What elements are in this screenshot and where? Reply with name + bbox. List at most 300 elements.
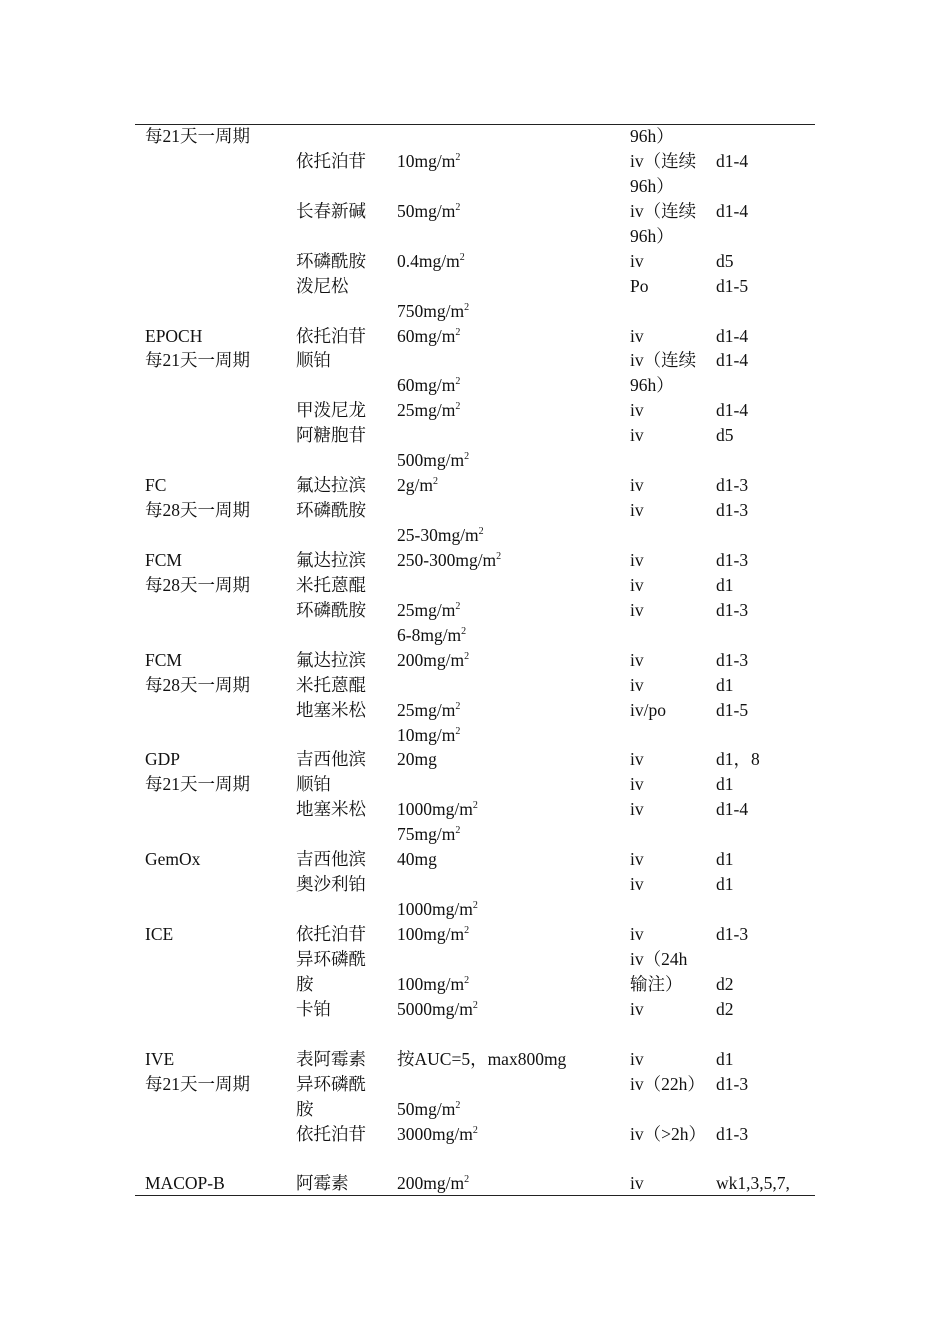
- dose-unit-exponent: 2: [455, 825, 461, 837]
- schedule-cell: [716, 1047, 734, 1072]
- table-row: [0, 947, 950, 972]
- schedule-cell: [716, 997, 734, 1022]
- route-cell: [630, 124, 674, 149]
- route-text: 96h）: [630, 375, 674, 396]
- drug-name-text: 胺: [296, 1098, 314, 1119]
- drug-name-cell: [296, 747, 366, 772]
- schedule-cell: [716, 573, 734, 598]
- dose-unit-exponent: 2: [455, 700, 461, 712]
- table-row: [0, 448, 950, 473]
- dose-text: 750mg/m: [397, 300, 465, 321]
- schedule-text: d2: [716, 998, 734, 1019]
- regimen-name-text: FC: [145, 475, 167, 496]
- route-text: iv: [630, 998, 644, 1019]
- route-cell: [630, 947, 687, 972]
- drug-name-cell: [296, 249, 366, 274]
- schedule-cell: [716, 797, 748, 822]
- schedule-text: d1-4: [716, 400, 749, 421]
- table-row: [0, 548, 950, 573]
- route-text: iv: [630, 574, 644, 595]
- regimen-name-cell: [145, 1171, 225, 1196]
- table-row: [0, 1047, 950, 1072]
- regimen-table: [0, 124, 950, 1196]
- route-cell: [630, 872, 644, 897]
- route-text: iv/po: [630, 699, 666, 720]
- route-text: iv: [630, 1048, 644, 1069]
- drug-name-cell: [296, 598, 366, 623]
- dose-text: 3000mg/m: [397, 1123, 473, 1144]
- schedule-cell: [716, 548, 748, 573]
- schedule-text: d1-3: [716, 1073, 749, 1094]
- route-cell: [630, 324, 644, 349]
- regimen-name-cell: [145, 473, 166, 498]
- dose-cell: [397, 897, 478, 922]
- schedule-text: d1-5: [716, 699, 749, 720]
- drug-name-text: 依托泊苷: [296, 924, 366, 944]
- table-row: [0, 373, 950, 398]
- dose-text: 按AUC=5，max800mg: [397, 1048, 567, 1069]
- route-text: 96h）: [630, 126, 674, 146]
- route-text: 输注）: [630, 973, 683, 994]
- dose-cell: [397, 548, 501, 573]
- dose-text: 250-300mg/m: [397, 549, 497, 570]
- schedule-text: d5: [716, 425, 734, 446]
- drug-name-text: 依托泊苷: [296, 150, 366, 171]
- drug-name-text: 依托泊苷: [296, 325, 366, 346]
- route-cell: [630, 498, 644, 523]
- route-text: iv: [630, 674, 644, 695]
- regimen-name-cell: [145, 847, 200, 872]
- table-row: [0, 523, 950, 548]
- dose-text: 20mg: [397, 749, 437, 770]
- dose-text: 100mg/m: [397, 973, 465, 994]
- dose-text: 500mg/m: [397, 450, 465, 471]
- route-cell: [630, 199, 696, 224]
- table-row: [0, 997, 950, 1022]
- drug-name-cell: [296, 1171, 349, 1196]
- route-cell: [630, 747, 644, 772]
- table-row: [0, 1122, 950, 1147]
- regimen-name-cell: [145, 648, 182, 673]
- dose-unit-exponent: 2: [464, 650, 470, 662]
- table-row: [0, 423, 950, 448]
- drug-name-text: 地塞米松: [296, 799, 366, 820]
- route-cell: [630, 423, 644, 448]
- schedule-cell: [716, 648, 748, 673]
- drug-name-cell: [296, 1122, 366, 1147]
- dose-cell: [397, 997, 478, 1022]
- drug-name-cell: [296, 872, 366, 897]
- route-text: iv（连续: [630, 200, 697, 221]
- table-row: [0, 872, 950, 897]
- dose-text: 40mg: [397, 849, 437, 870]
- dose-text: 200mg/m: [397, 649, 465, 670]
- schedule-text: d1: [716, 674, 734, 695]
- drug-name-text: 环磷酰胺: [296, 500, 366, 521]
- dose-unit-exponent: 2: [464, 451, 470, 463]
- route-text: iv（连续: [630, 150, 697, 171]
- schedule-cell: [716, 249, 734, 274]
- regimen-name-cell: [145, 498, 250, 523]
- route-cell: [630, 249, 644, 274]
- route-cell: [630, 673, 644, 698]
- dose-unit-exponent: 2: [455, 725, 461, 737]
- schedule-cell: [716, 922, 748, 947]
- route-text: iv: [630, 849, 644, 870]
- dose-unit-exponent: 2: [472, 800, 478, 812]
- schedule-text: d1，8: [716, 749, 760, 770]
- schedule-cell: [716, 274, 748, 299]
- schedule-text: d1: [716, 1048, 734, 1069]
- table-row: [0, 348, 950, 373]
- drug-name-text: 环磷酰胺: [296, 599, 366, 620]
- dose-text: 50mg/m: [397, 1098, 456, 1119]
- schedule-cell: [716, 149, 748, 174]
- regimen-name-text: 每21天一周期: [145, 126, 250, 146]
- schedule-cell: [716, 473, 748, 498]
- regimen-name-text: 每28天一周期: [145, 674, 250, 695]
- dose-cell: [397, 149, 460, 174]
- drug-name-text: 环磷酰胺: [296, 250, 366, 271]
- dose-cell: [397, 398, 460, 423]
- drug-name-text: 吉西他滨: [296, 849, 366, 870]
- dose-unit-exponent: 2: [455, 1099, 461, 1111]
- table-row: [0, 174, 950, 199]
- route-cell: [630, 922, 644, 947]
- route-cell: [630, 1122, 706, 1147]
- drug-name-text: 顺铂: [296, 774, 331, 795]
- dose-text: 25-30mg/m: [397, 525, 479, 545]
- route-cell: [630, 373, 674, 398]
- regimen-name-cell: [145, 324, 202, 349]
- dose-unit-exponent: 2: [455, 326, 461, 338]
- table-row: [0, 199, 950, 224]
- regimen-name-text: GDP: [145, 749, 181, 770]
- drug-name-text: 氟达拉滨: [296, 549, 366, 570]
- regimen-name-cell: [145, 1072, 250, 1097]
- route-text: iv: [630, 749, 644, 770]
- schedule-cell: [716, 847, 734, 872]
- schedule-cell: [716, 1171, 790, 1196]
- schedule-cell: [716, 423, 734, 448]
- table-row: [0, 324, 950, 349]
- drug-name-cell: [296, 324, 366, 349]
- drug-name-cell: [296, 548, 366, 573]
- table-row: [0, 1072, 950, 1097]
- dose-unit-exponent: 2: [472, 999, 478, 1011]
- drug-name-text: 氟达拉滨: [296, 649, 366, 670]
- route-text: iv: [630, 325, 644, 346]
- drug-name-cell: [296, 1047, 366, 1072]
- dose-text: 1000mg/m: [397, 799, 473, 820]
- regimen-name-cell: [145, 772, 250, 797]
- drug-name-cell: [296, 847, 366, 872]
- schedule-text: d1-4: [716, 350, 749, 371]
- table-row: [0, 1097, 950, 1122]
- dose-cell: [397, 1171, 469, 1196]
- schedule-text: wk1,3,5,7,: [716, 1173, 790, 1194]
- route-text: iv: [630, 475, 644, 496]
- dose-cell: [397, 922, 469, 947]
- dose-cell: [397, 623, 466, 648]
- table-row: [0, 274, 950, 299]
- drug-name-text: 米托蒽醌: [296, 674, 366, 695]
- drug-name-text: 阿霉素: [296, 1173, 349, 1194]
- schedule-cell: [716, 324, 748, 349]
- drug-name-cell: [296, 947, 366, 972]
- table-row: [0, 673, 950, 698]
- route-cell: [630, 598, 644, 623]
- dose-text: 2g/m: [397, 475, 433, 496]
- route-text: iv（24h: [630, 948, 688, 969]
- table-row: [0, 648, 950, 673]
- dose-cell: [397, 1122, 478, 1147]
- regimen-name-text: 每28天一周期: [145, 500, 250, 521]
- schedule-cell: [716, 972, 734, 997]
- dose-text: 1000mg/m: [397, 899, 473, 920]
- table-row: [0, 1022, 950, 1047]
- schedule-text: d1-3: [716, 649, 749, 670]
- schedule-text: d1-3: [716, 599, 749, 620]
- route-cell: [630, 473, 644, 498]
- dose-text: 60mg/m: [397, 375, 456, 396]
- dose-cell: [397, 723, 460, 748]
- dose-cell: [397, 822, 460, 847]
- table-row: [0, 1171, 950, 1196]
- route-text: iv: [630, 1173, 644, 1194]
- table-row: [0, 797, 950, 822]
- table-row: [0, 723, 950, 748]
- dose-cell: [397, 972, 469, 997]
- regimen-name-text: MACOP-B: [145, 1173, 225, 1194]
- dose-unit-exponent: 2: [464, 1174, 470, 1186]
- dose-cell: [397, 373, 460, 398]
- dose-cell: [397, 448, 469, 473]
- table-row: [0, 473, 950, 498]
- schedule-cell: [716, 348, 748, 373]
- drug-name-text: 异环磷酰: [296, 1073, 366, 1094]
- dose-text: 60mg/m: [397, 325, 456, 346]
- dose-unit-exponent: 2: [472, 1124, 478, 1136]
- dose-unit-exponent: 2: [461, 625, 467, 637]
- regimen-name-text: 每21天一周期: [145, 774, 250, 795]
- dose-unit-exponent: 2: [464, 974, 470, 986]
- table-row: [0, 299, 950, 324]
- schedule-text: d1: [716, 874, 734, 895]
- dose-text: 25mg/m: [397, 599, 456, 620]
- route-cell: [630, 698, 666, 723]
- dose-cell: [397, 797, 478, 822]
- drug-name-cell: [296, 772, 331, 797]
- schedule-text: d1-3: [716, 475, 749, 496]
- table-row: [0, 922, 950, 947]
- drug-name-text: 依托泊苷: [296, 1123, 366, 1144]
- drug-name-text: 氟达拉滨: [296, 475, 366, 496]
- dose-cell: [397, 747, 437, 772]
- table-row: [0, 573, 950, 598]
- dose-unit-exponent: 2: [455, 401, 461, 413]
- regimen-name-text: 每21天一周期: [145, 1073, 250, 1094]
- route-cell: [630, 1072, 705, 1097]
- dose-text: 50mg/m: [397, 200, 456, 221]
- regimen-name-text: FCM: [145, 649, 182, 670]
- table-row: [0, 772, 950, 797]
- drug-name-text: 吉西他滨: [296, 749, 366, 770]
- dose-unit-exponent: 2: [432, 476, 438, 488]
- table-row: [0, 224, 950, 249]
- schedule-cell: [716, 1122, 748, 1147]
- table-row: [0, 822, 950, 847]
- regimen-name-text: EPOCH: [145, 325, 203, 346]
- dose-text: 75mg/m: [397, 824, 456, 845]
- route-text: iv: [630, 874, 644, 895]
- route-cell: [630, 149, 696, 174]
- regimen-name-cell: [145, 573, 250, 598]
- route-cell: [630, 348, 696, 373]
- schedule-text: d2: [716, 973, 734, 994]
- route-text: iv（>2h）: [630, 1123, 706, 1144]
- schedule-cell: [716, 673, 734, 698]
- table-row: [0, 398, 950, 423]
- route-text: iv: [630, 400, 644, 421]
- dose-cell: [397, 523, 484, 548]
- dose-cell: [397, 1097, 460, 1122]
- schedule-text: d1-5: [716, 275, 749, 296]
- dose-text: 25mg/m: [397, 699, 456, 720]
- regimen-name-text: GemOx: [145, 849, 201, 870]
- drug-name-cell: [296, 274, 349, 299]
- dose-text: 5000mg/m: [397, 998, 473, 1019]
- route-text: iv: [630, 500, 644, 521]
- drug-name-cell: [296, 199, 366, 224]
- route-text: Po: [630, 275, 649, 296]
- table-row: [0, 498, 950, 523]
- schedule-cell: [716, 398, 748, 423]
- dose-unit-exponent: 2: [464, 301, 470, 313]
- table-row: [0, 623, 950, 648]
- drug-name-text: 长春新碱: [296, 200, 366, 221]
- drug-name-cell: [296, 673, 366, 698]
- route-text: iv: [630, 799, 644, 820]
- table-row: [0, 847, 950, 872]
- dose-cell: [397, 598, 460, 623]
- dose-text: 10mg/m: [397, 724, 456, 745]
- schedule-text: d1-3: [716, 549, 749, 570]
- table-row: [0, 1146, 950, 1171]
- dose-cell: [397, 199, 460, 224]
- schedule-text: d1-3: [716, 1123, 749, 1144]
- regimen-name-cell: [145, 922, 173, 947]
- route-cell: [630, 573, 644, 598]
- table-row: [0, 698, 950, 723]
- dose-unit-exponent: 2: [464, 925, 470, 936]
- dose-cell: [397, 648, 469, 673]
- table-row: [0, 747, 950, 772]
- schedule-text: d1: [716, 574, 734, 595]
- drug-name-text: 胺: [296, 973, 314, 994]
- route-text: 96h）: [630, 225, 674, 246]
- regimen-name-cell: [145, 124, 250, 149]
- dose-text: 200mg/m: [397, 1173, 465, 1194]
- dose-unit-exponent: 2: [455, 376, 461, 388]
- schedule-cell: [716, 747, 760, 772]
- route-text: 96h）: [630, 175, 674, 196]
- drug-name-text: 异环磷酰: [296, 948, 366, 969]
- dose-cell: [397, 473, 438, 498]
- schedule-text: d1: [716, 774, 734, 795]
- regimen-name-cell: [145, 1047, 174, 1072]
- drug-name-text: 表阿霉素: [296, 1048, 366, 1069]
- route-cell: [630, 997, 644, 1022]
- dose-unit-exponent: 2: [459, 251, 465, 263]
- route-cell: [630, 847, 644, 872]
- schedule-cell: [716, 598, 748, 623]
- schedule-cell: [716, 772, 734, 797]
- table-bottom-rule: [135, 1195, 815, 1196]
- route-cell: [630, 224, 674, 249]
- route-cell: [630, 772, 644, 797]
- route-text: iv（连续: [630, 350, 697, 371]
- schedule-text: d1-4: [716, 325, 749, 346]
- schedule-text: d1-4: [716, 200, 749, 221]
- route-text: iv: [630, 425, 644, 446]
- drug-name-cell: [296, 997, 331, 1022]
- drug-name-cell: [296, 149, 366, 174]
- route-cell: [630, 398, 644, 423]
- regimen-name-cell: [145, 348, 250, 373]
- dose-cell: [397, 1047, 566, 1072]
- dose-unit-exponent: 2: [455, 201, 461, 213]
- route-cell: [630, 174, 674, 199]
- table-row: [0, 249, 950, 274]
- drug-name-cell: [296, 348, 331, 373]
- drug-name-cell: [296, 1097, 314, 1122]
- drug-name-cell: [296, 398, 366, 423]
- schedule-text: d1-3: [716, 924, 749, 944]
- drug-name-text: 泼尼松: [296, 275, 349, 296]
- regimen-name-cell: [145, 548, 182, 573]
- schedule-text: d5: [716, 250, 734, 271]
- route-text: iv: [630, 649, 644, 670]
- schedule-text: d1-4: [716, 150, 749, 171]
- route-text: iv: [630, 549, 644, 570]
- table-row: [0, 124, 950, 149]
- route-cell: [630, 548, 644, 573]
- schedule-text: d1: [716, 849, 734, 870]
- dose-cell: [397, 249, 465, 274]
- drug-name-cell: [296, 498, 366, 523]
- dose-text: 100mg/m: [397, 924, 465, 944]
- dose-text: 10mg/m: [397, 150, 456, 171]
- drug-name-text: 地塞米松: [296, 699, 366, 720]
- drug-name-cell: [296, 648, 366, 673]
- route-text: iv: [630, 250, 644, 271]
- dose-cell: [397, 847, 437, 872]
- route-text: iv: [630, 599, 644, 620]
- drug-name-cell: [296, 972, 314, 997]
- schedule-cell: [716, 498, 748, 523]
- dose-text: 6-8mg/m: [397, 624, 462, 645]
- table-row: [0, 897, 950, 922]
- schedule-cell: [716, 1072, 748, 1097]
- dose-cell: [397, 698, 460, 723]
- drug-name-cell: [296, 473, 366, 498]
- dose-unit-exponent: 2: [455, 151, 461, 163]
- drug-name-text: 奥沙利铂: [296, 874, 366, 895]
- route-cell: [630, 648, 644, 673]
- table-row: [0, 598, 950, 623]
- drug-name-cell: [296, 1072, 366, 1097]
